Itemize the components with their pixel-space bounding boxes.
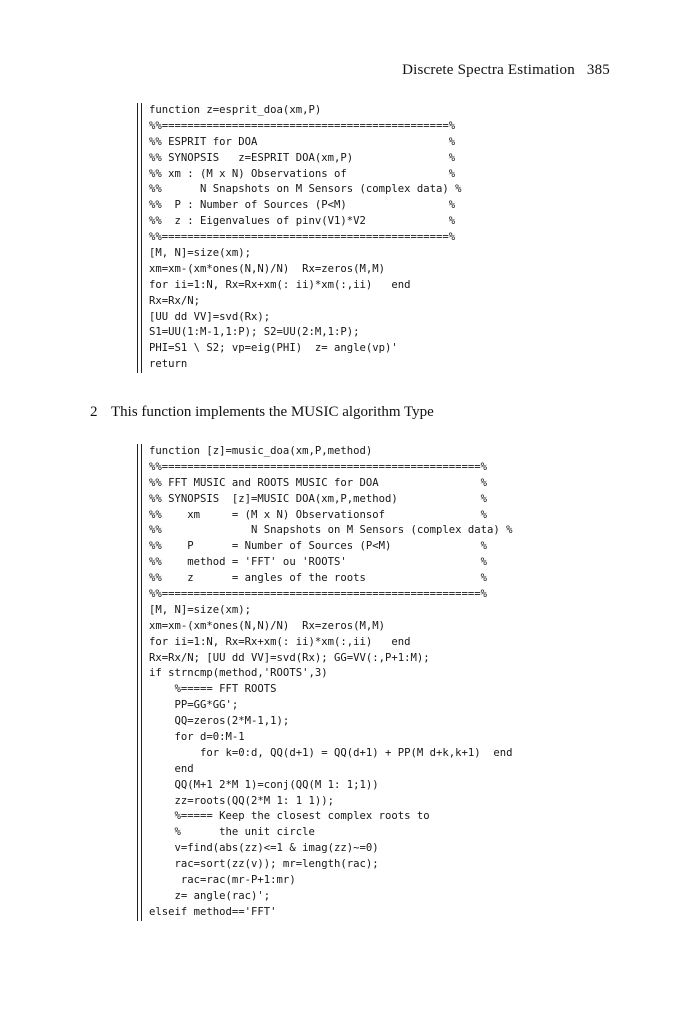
code-line: %% P : Number of Sources (P<M) % xyxy=(149,199,456,212)
code-line: for d=0:M-1 xyxy=(149,731,245,744)
code-line: v=find(abs(zz)<=1 & imag(zz)~=0) xyxy=(149,842,379,855)
paragraph-number: 2 xyxy=(90,404,98,420)
code-line: %% N Snapshots on M Sensors (complex data) % xyxy=(149,183,462,196)
code-line: elseif method=='FFT' xyxy=(149,905,277,918)
code-line: [M, N]=size(xm); xyxy=(149,603,252,616)
running-header xyxy=(402,62,610,79)
code-line: PHI=S1 \ S2; vp=eig(PHI) z= angle(vp)' xyxy=(149,342,398,355)
code-line: for ii=1:N, Rx=Rx+xm(: ii)*xm(:,ii) end xyxy=(149,278,411,291)
code-line: %% z : Eigenvalues of pinv(V1)*V2 % xyxy=(149,215,456,228)
code-line: %% SYNOPSIS z=ESPRIT DOA(xm,P) % xyxy=(149,151,456,164)
code-line: %% z = angles of the roots % xyxy=(149,572,488,585)
code-line: rac=sort(zz(v)); mr=length(rac); xyxy=(149,858,379,871)
paragraph-music-intro xyxy=(90,404,434,421)
code-line: rac=rac(mr-P+1:mr) xyxy=(149,874,296,887)
code-line: xm=xm-(xm*ones(N,N)/N) Rx=zeros(M,M) xyxy=(149,262,385,275)
code-line: [M, N]=size(xm); xyxy=(149,247,252,260)
code-line: for ii=1:N, Rx=Rx+xm(: ii)*xm(:,ii) end xyxy=(149,635,411,648)
code-line: %% method = 'FFT' ou 'ROOTS' % xyxy=(149,556,488,569)
code-line: Rx=Rx/N; xyxy=(149,294,201,307)
code-line: %% N Snapshots on M Sensors (complex data) % xyxy=(149,524,513,537)
code-line: z= angle(rac)'; xyxy=(149,889,271,902)
paragraph-text: This function implements the MUSIC algorithm Type xyxy=(110,404,434,420)
code-line: xm=xm-(xm*ones(N,N)/N) Rx=zeros(M,M) xyxy=(149,619,385,632)
code-line: PP=GG*GG'; xyxy=(149,699,239,712)
code-line: QQ(M+1 2*M 1)=conj(QQ(M 1: 1;1)) xyxy=(149,778,379,791)
code-listing-music xyxy=(141,444,513,921)
code-line: % the unit circle xyxy=(149,826,315,839)
code-line: Rx=Rx/N; [UU dd VV]=svd(Rx); GG=VV(:,P+1:M); xyxy=(149,651,430,664)
code-listing-esprit xyxy=(141,103,462,373)
code-line: function [z]=music_doa(xm,P,method) xyxy=(149,445,373,457)
code-line: %%==================================================% xyxy=(149,460,488,473)
code-line: if strncmp(method,'ROOTS',3) xyxy=(149,667,328,680)
code-line: %%=============================================% xyxy=(149,119,456,132)
code-line: return xyxy=(149,358,188,371)
code-line: %%==================================================% xyxy=(149,588,488,601)
code-line: %===== Keep the closest complex roots to xyxy=(149,810,430,823)
code-line: %% SYNOPSIS [z]=MUSIC DOA(xm,P,method) % xyxy=(149,492,488,505)
code-line: end xyxy=(149,762,194,775)
code-line: %% xm : (M x N) Observations of % xyxy=(149,167,456,180)
code-line: %% P = Number of Sources (P<M) % xyxy=(149,540,488,553)
header-title: Discrete Spectra Estimation xyxy=(402,62,575,78)
code-line: %% xm = (M x N) Observationsof % xyxy=(149,508,488,521)
code-line: S1=UU(1:M-1,1:P); S2=UU(2:M,1:P); xyxy=(149,326,360,339)
code-line: %% FFT MUSIC and ROOTS MUSIC for DOA % xyxy=(149,476,488,489)
code-line: for k=0:d, QQ(d+1) = QQ(d+1) + PP(M d+k,k+1) end xyxy=(149,746,513,759)
code-line: %===== FFT ROOTS xyxy=(149,683,277,696)
code-line: %%=============================================% xyxy=(149,231,456,244)
code-line: %% ESPRIT for DOA % xyxy=(149,135,456,148)
code-line: [UU dd VV]=svd(Rx); xyxy=(149,310,271,323)
code-line: zz=roots(QQ(2*M 1: 1 1)); xyxy=(149,794,334,807)
code-line: QQ=zeros(2*M-1,1); xyxy=(149,715,290,728)
code-line: function z=esprit_doa(xm,P) xyxy=(149,104,322,116)
page-number: 385 xyxy=(586,62,610,78)
